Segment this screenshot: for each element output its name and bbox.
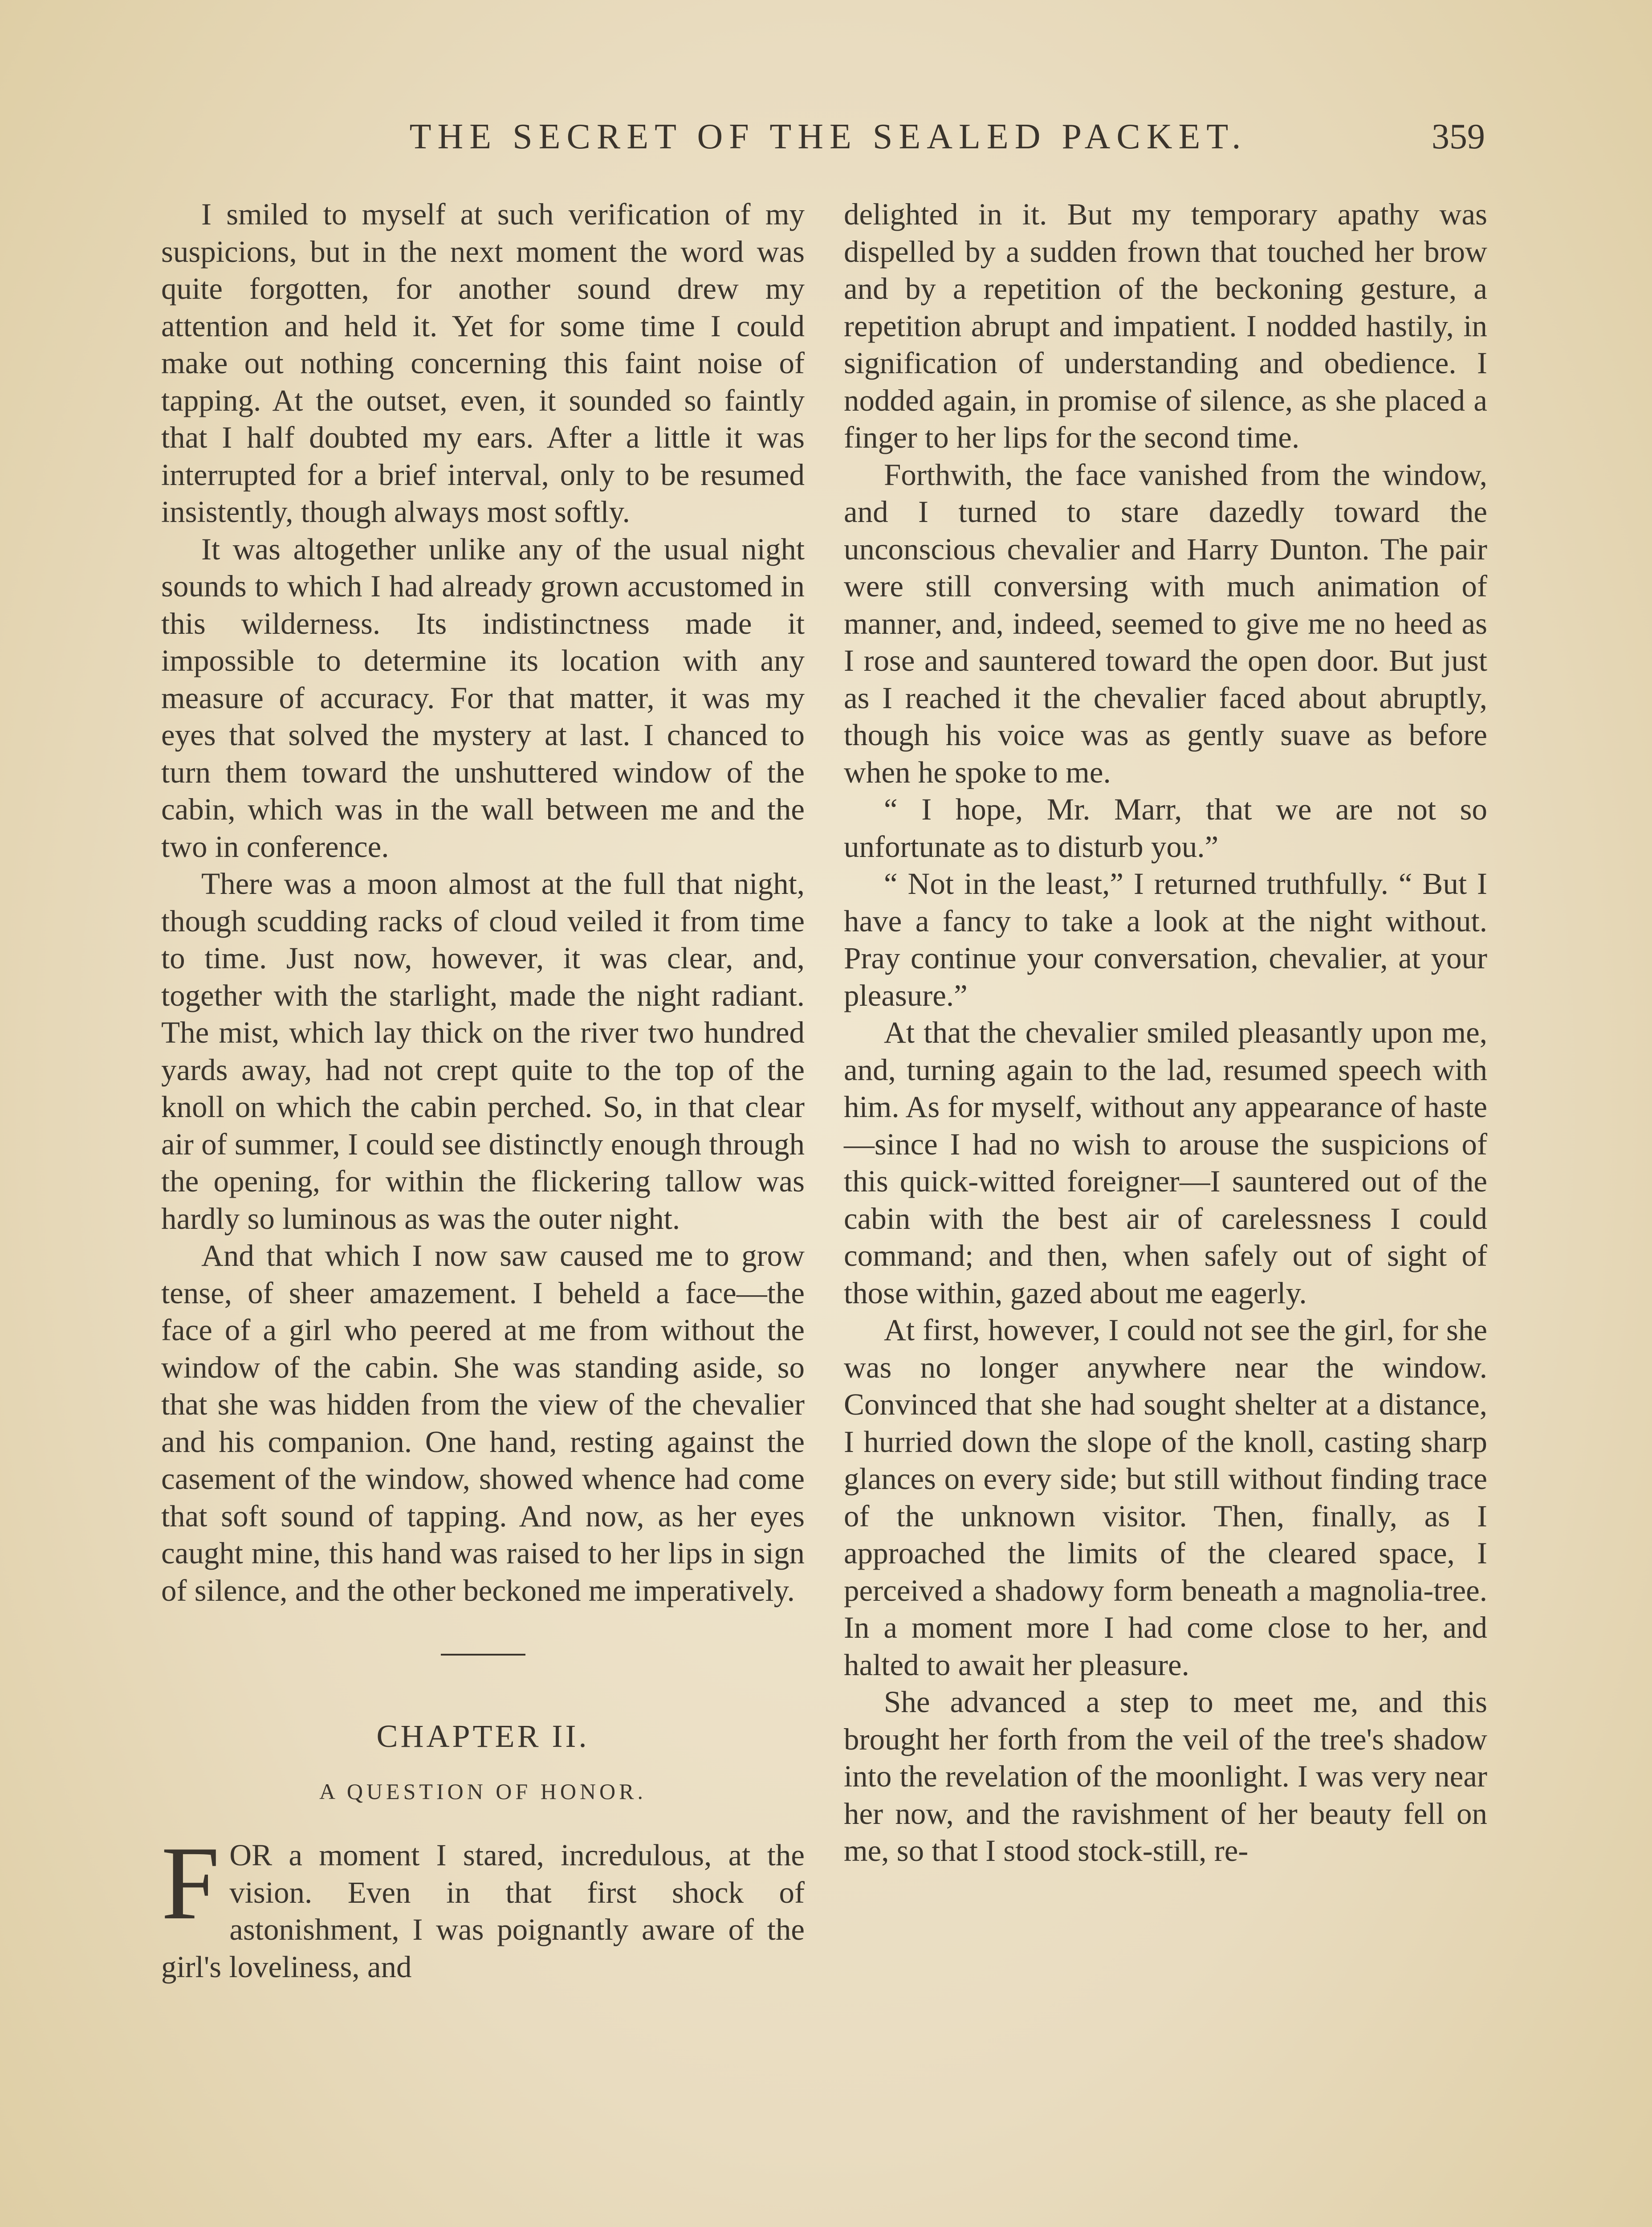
paragraph: She advanced a step to meet me, and this brought her forth from the veil of the tree's shadow into the revelation of the moonlight. I was very near her now, and the ravishment of her beauty fell on me, so that I stood stock-still, re- [844, 1685, 1487, 1868]
continued-paragraph: delighted in it. But my temporary apathy was dispelled by a sudden frown that touched her brow and by a repetition of the beckoning gesture, a repetition abrupt and impatient. I nodded hastily, in signification of understanding and obedience. I nodded again, in promise of silence, as she placed a finger to her lips for the second time. [844, 197, 1487, 454]
chapter-subheading: A QUESTION OF HONOR. [319, 1778, 647, 1804]
paragraph: At first, however, I could not see the girl, for she was no longer anywhere near the window. Convinced that she had sought shelter at a distance, I hurried down the slope of the knoll, casting sharp glances on every side; but still without finding trace of the unknown visitor. Then, finally, as I approached the limits of the cleared space, I perceived a shadowy form beneath a magnolia-tree. In a moment more I had come close to her, and halted to await her pleasure. [844, 1313, 1487, 1682]
chapter-opening-paragraph [161, 1825, 805, 1986]
right-column [844, 196, 1487, 1870]
page-number: 359 [1432, 117, 1485, 156]
paragraph: At that the chevalier smiled pleasantly upon me, and, turning again to the lad, resumed speech with him. As for myself, without any appearance of haste—since I had no wish to arouse the suspicions of this quick-witted foreigner—I sauntered out of the cabin with the best air of carelessness I could command; and then, when safely out of sight of those within, gazed about me eagerly. [844, 1016, 1487, 1310]
section-divider [441, 1654, 525, 1656]
paragraph: “ I hope, Mr. Marr, that we are not so unfortunate as to disturb you.” [844, 792, 1487, 864]
left-column [161, 196, 805, 1986]
paragraph: There was a moon almost at the full that night, though scudding racks of cloud veiled it from time to time. Just now, however, it was clear, and, together with the starlight, made the night radiant. The mist, which lay thick on the river two hundred yards away, had not crept quite to the top of the knoll on which the cabin perched. So, in that clear air of summer, I could see distinctly enough through the opening, for within the flickering tallow was hardly so luminous as was the outer night. [161, 867, 805, 1236]
paragraph: “ Not in the least,” I returned truthfully. “ But I have a fancy to take a look at the night without. Pray continue your conversation, chevalier, at your pleasure.” [844, 867, 1487, 1012]
paragraph: It was altogether unlike any of the usual night sounds to which I had already grown accustomed in this wilderness. Its indistinctness made it impossible to determine its location with any measure of accuracy. For that matter, it was my eyes that solved the mystery at last. I chanced to turn them toward the unshuttered window of the cabin, which was in the wall between me and the two in conference. [161, 532, 805, 864]
paragraph: Forthwith, the face vanished from the window, and I turned to stare dazedly toward the unconscious chevalier and Harry Dunton. The pair were still conversing with much animation of manner, and, indeed, seemed to give me no heed as I rose and sauntered toward the open door. But just as I reached it the chevalier faced about abruptly, though his voice was as gently suave as before when he spoke to me. [844, 457, 1487, 789]
paragraph: And that which I now saw caused me to grow tense, of sheer amazement. I beheld a face—the face of a girl who peered at me from without the window of the cabin. She was standing aside, so that she was hidden from the view of the chevalier and his companion. One hand, resting against the casement of the window, showed whence had come that soft sound of tapping. And now, as her eyes caught mine, this hand was raised to her lips in sign of silence, and the other beckoned me imperatively. [161, 1239, 805, 1607]
chapter-opening-text: OR a moment I stared, incredulous, at the vision. Even in that first shock of astonishment, I was poignantly aware of the girl's loveliness, and [161, 1838, 805, 1984]
drop-cap: F [161, 1825, 220, 1941]
paragraph: I smiled to myself at such verification of my suspicions, but in the next moment the word was quite forgotten, for another sound drew my attention and held it. Yet for some time I could make out nothing concerning this faint noise of tapping. At the outset, even, it sounded so faintly that I half doubted my ears. After a little it was interrupted for a brief interval, only to be resumed insistently, though always most softly. [161, 197, 805, 529]
chapter-heading: CHAPTER II. [376, 1718, 590, 1754]
running-title: THE SECRET OF THE SEALED PACKET. [409, 117, 1247, 156]
